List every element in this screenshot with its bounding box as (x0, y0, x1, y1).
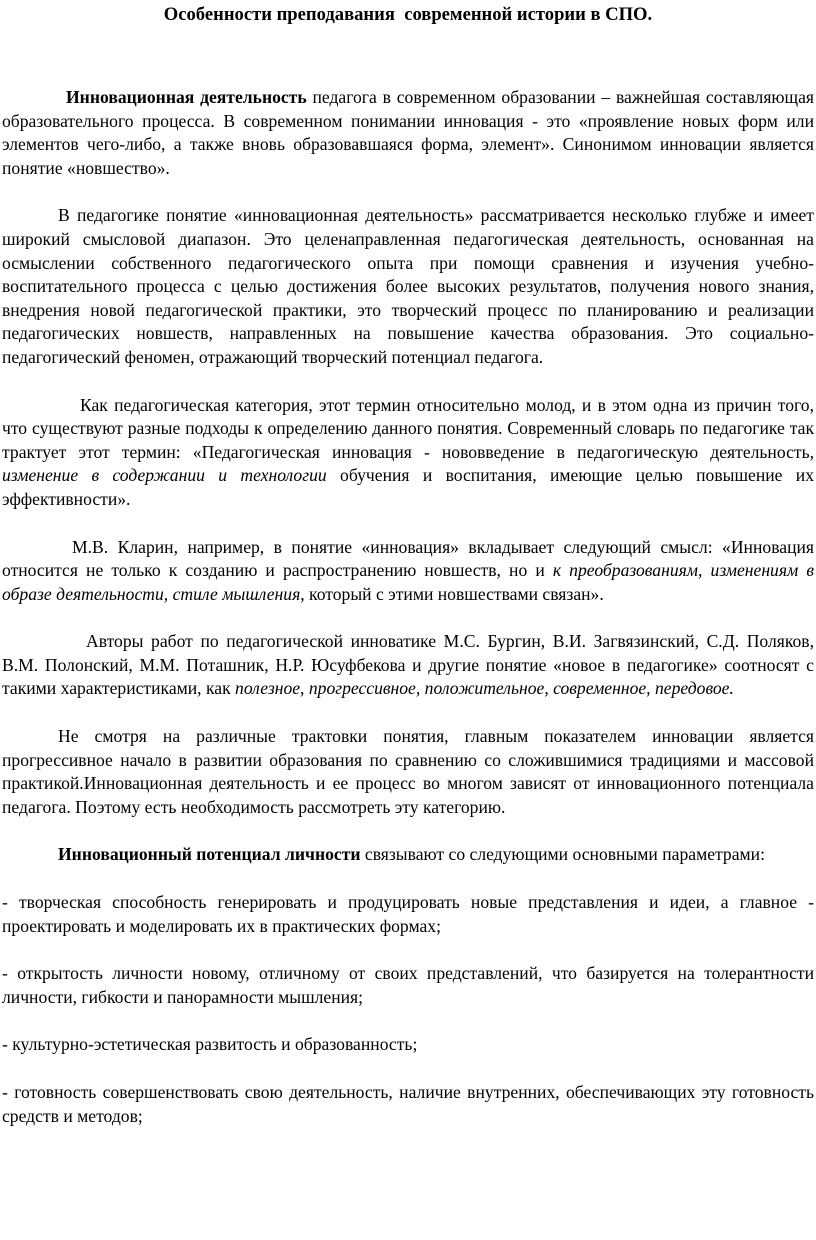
paragraph-text: М.В. Кларин, например, в понятие «инновация» вкладывает следующий смысл: «Инновация относится не только к созданию и распространению новшеств, но и (2, 536, 814, 581)
paragraph-innovative-potential (2, 843, 814, 867)
italic-phrase: изменение в содержании и технологии (2, 465, 327, 486)
list-item: - культурно-эстетическая развитость и образованность; (2, 1034, 418, 1055)
paragraph-pedagogical-category (2, 394, 814, 512)
paragraph-interpretations: Не смотря на различные трактовки понятия, главным показателем инновации является прогрессивное начало в развитии образования по сравнению со сложившимися традициями и массовой практикой.Инновационная деятельность и ее процесс во многом зависят от инновационного потенциала педагога. Поэтому есть необходимость рассмотреть эту категорию. (2, 726, 814, 817)
paragraph-text: Как педагогическая категория, этот термин относительно молод, и в этом одна из причин того, что существуют разные подходы к определению данного понятия. Современный словарь по педагогике так трактует этот термин: «Педагогическая инновация - нововведение в педагогическую деятельность, (2, 394, 814, 462)
italic-phrase: полезное, прогрессивное, положительное, современное, передовое. (235, 678, 734, 699)
paragraph-text: , который с этими новшествами связан». (300, 583, 604, 604)
term-innovative-potential: Инновационный потенциал личности (58, 844, 361, 865)
paragraph-innovative-activity (2, 86, 814, 180)
paragraph-text: связывают со следующими основными параметрами: (360, 844, 765, 865)
paragraph-text: Авторы работ по педагогической инноватике М.С. Бургин, В.И. Загвязинский, С.Д. Поляков, В.М. Полонский, М.М. Поташник, Н.Р. Юсуфбекова и другие понятие «новое в педагогике» соотносят с такими характеристиками, как (2, 631, 814, 699)
paragraph-pedagogy-concept: В педагогике понятие «инновационная деятельность» рассматривается несколько глубже и имеет широкий смысловой диапазон. Это целенаправленная педагогическая деятельность, основанная на осмыслении собственного педагогического опыта при помощи сравнения и изучения учебно-воспитательного процесса с целью достижения более высоких результатов, получения нового знания, внедрения новой педагогической практики, это творческий процесс по планированию и реализации педагогических новшеств, направленных на повышение качества образования. Это социально-педагогический феномен, отражающий творческий потенциал педагога. (2, 205, 814, 367)
list-item: - творческая способность генерировать и продуцировать новые представления и идеи, а главное - проектировать и моделировать их в практических формах; (2, 892, 814, 936)
list-item: - готовность совершенствовать свою деятельность, наличие внутренних, обеспечивающих эту готовность средств и методов; (2, 1082, 814, 1126)
document-title: Особенности преподавания современной истории в СПО. (163, 4, 653, 25)
paragraph-authors (2, 630, 814, 701)
term-innovative-activity: Инновационная деятельность (66, 87, 307, 107)
italic-phrase: к преобразованиям, изменениям в образе деятельности, стиле мышления (2, 560, 814, 604)
paragraph-text: педагога в современном образовании – важнейшая составляющая образовательного процесса. В современном понимании инновация - это «проявление новых форм или элементов чего-либо, а также вновь образовавшаяся форма, элемент». Синонимом инновации является понятие «новшество». (2, 87, 815, 178)
list-item: - открытость личности новому, отличному от своих представлений, что базируется на толерантности личности, гибкости и панорамности мышления; (2, 963, 814, 1007)
paragraph-text: обучения и воспитания, имеющие целью повышение их эффективности». (2, 465, 815, 509)
paragraph-clarin (2, 536, 814, 607)
